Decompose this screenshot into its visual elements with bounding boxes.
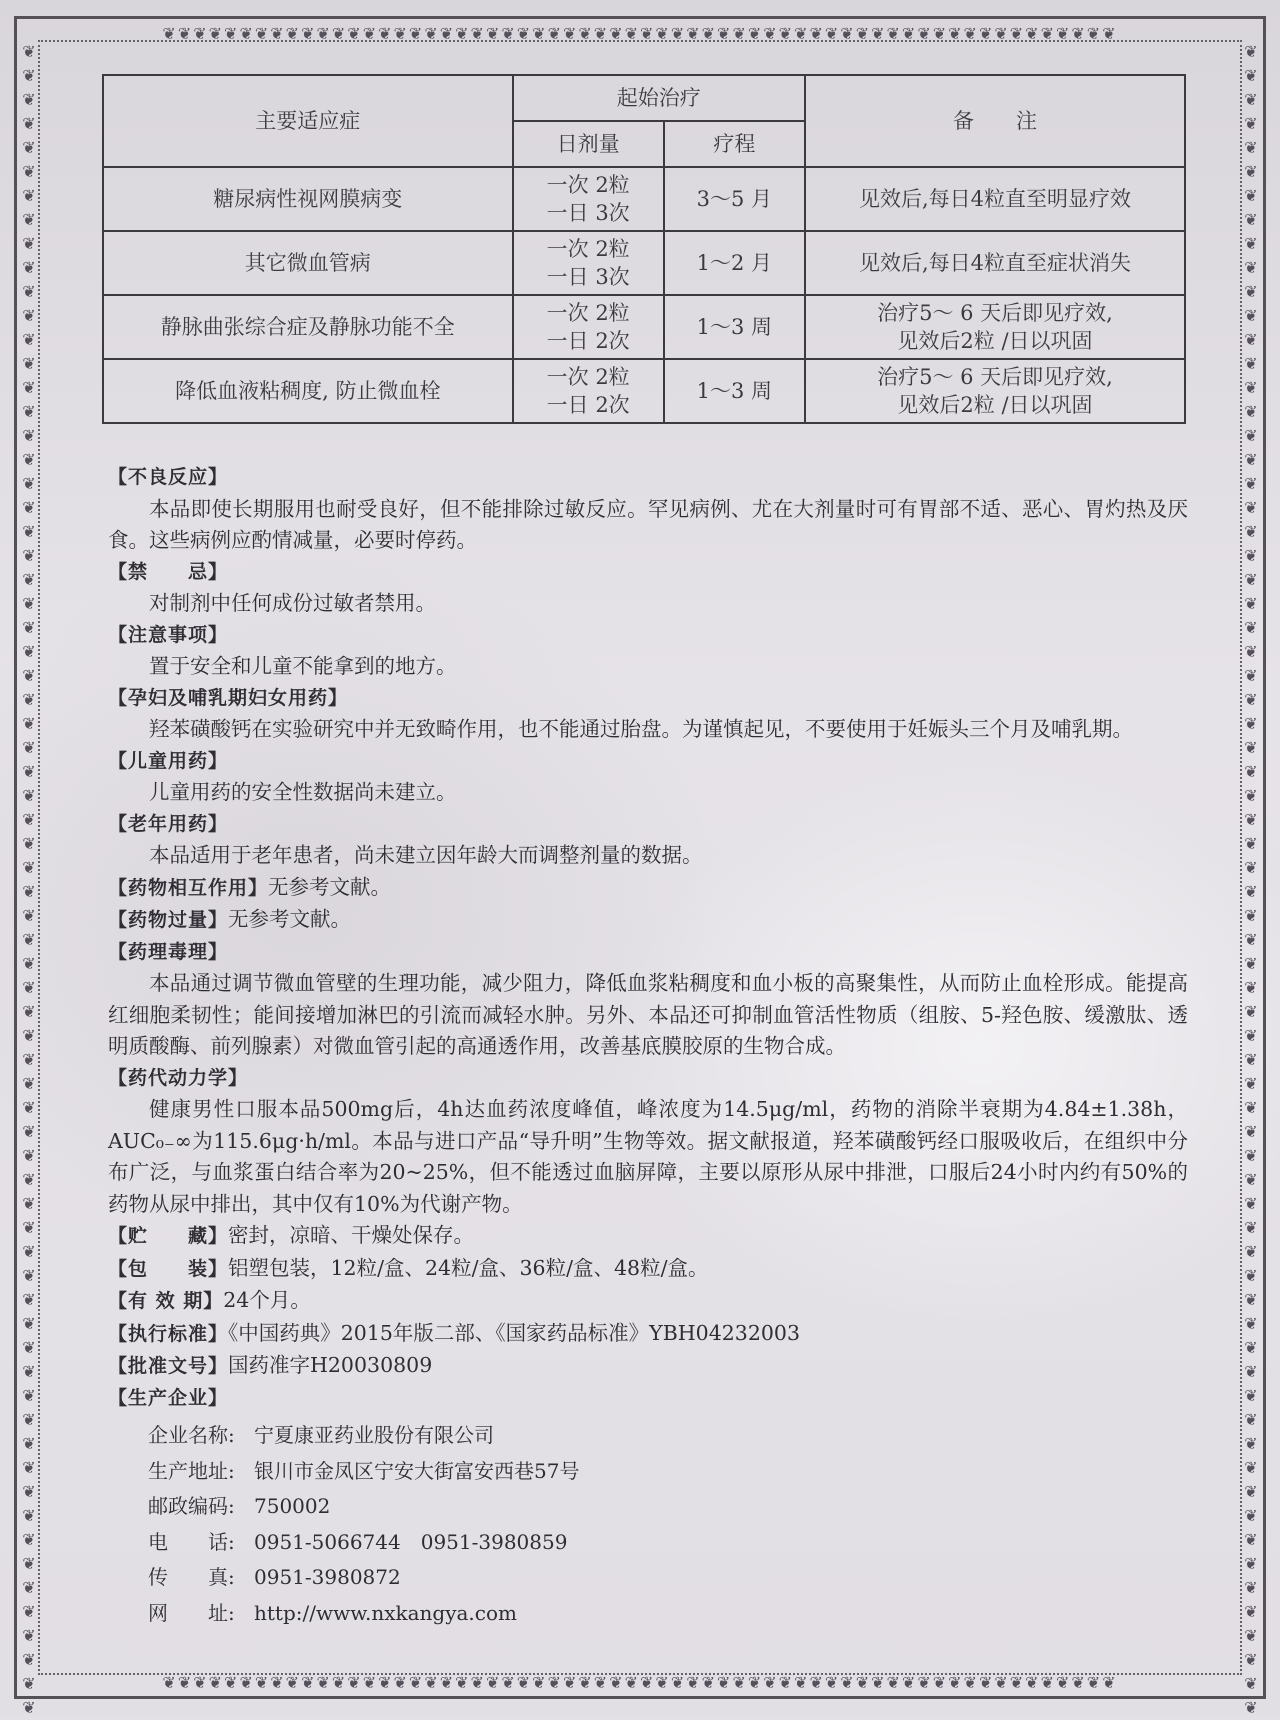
section-approval — [108, 1350, 1188, 1383]
section-interactions — [108, 872, 1188, 905]
cell-indication: 降低血液粘稠度, 防止微血栓 — [103, 359, 513, 423]
company-fax-row — [148, 1560, 1188, 1596]
bottom-ornament: ❦❦❦❦❦❦❦❦❦❦❦❦❦❦❦❦❦❦❦❦❦❦❦❦❦❦❦❦❦❦❦❦❦❦❦❦❦❦❦❦❦❦❦❦❦❦❦❦❦❦❦❦❦❦❦❦❦❦❦❦❦❦ — [162, 1673, 1118, 1692]
section-heading: 【包 装】 — [108, 1257, 229, 1280]
cell-remark — [805, 167, 1185, 231]
cell-course: 1～2 月 — [664, 231, 805, 295]
company-fax: 0951-3980872 — [254, 1565, 401, 1589]
table-row — [103, 231, 1185, 295]
header-indication: 主要适应症 — [103, 75, 513, 167]
section-text: 无参考文献。 — [268, 874, 392, 899]
cell-dose — [513, 167, 664, 231]
dose-line: 一日 2次 — [546, 393, 630, 417]
company-name-label: 企业名称: — [148, 1423, 235, 1447]
dose-line: 一次 2粒 — [546, 237, 630, 261]
section-heading: 【药代动力学】 — [108, 1066, 249, 1089]
section-text: 国药准字H20030809 — [228, 1353, 433, 1377]
section-text: 置于安全和儿童不能拿到的地方。 — [149, 654, 457, 678]
section-heading: 【执行标准】 — [108, 1322, 229, 1345]
header-daily-dose: 日剂量 — [513, 121, 664, 167]
section-text: 密封，凉暗、干燥处保存。 — [228, 1223, 475, 1247]
left-ornament: ❦❦❦❦❦❦❦❦❦❦❦❦❦❦❦❦❦❦❦❦❦❦❦❦❦❦❦❦❦❦❦❦❦❦❦❦❦❦❦❦❦❦❦❦❦❦❦❦❦❦❦❦❦❦❦❦❦❦❦❦❦❦❦❦❦❦❦❦❦❦ — [22, 42, 36, 1717]
section-heading: 【生产企业】 — [108, 1386, 229, 1409]
company-phone-label: 电 话: — [148, 1529, 235, 1554]
remark-line: 治疗5～ 6 天后即见疗效, — [877, 365, 1113, 389]
section-heading: 【注意事项】 — [108, 623, 229, 646]
cell-indication: 其它微血管病 — [103, 231, 513, 295]
remark-line: 治疗5～ 6 天后即见疗效, — [877, 301, 1113, 325]
dose-line: 一次 2粒 — [546, 301, 630, 325]
cell-indication: 静脉曲张综合症及静脉功能不全 — [103, 295, 513, 359]
section-heading: 【药物过量】 — [108, 909, 229, 931]
section-precautions — [108, 620, 1188, 683]
section-elderly — [108, 809, 1188, 872]
cell-remark — [805, 231, 1185, 295]
section-pregnancy — [108, 683, 1188, 746]
dose-line: 一日 3次 — [546, 201, 630, 225]
section-heading: 【孕妇及哺乳期妇女用药】 — [108, 686, 349, 709]
section-text: 24个月。 — [223, 1288, 311, 1312]
company-postcode-row — [148, 1489, 1188, 1525]
header-course: 疗程 — [664, 121, 805, 167]
company-website: http://www.nxkangya.com — [254, 1600, 517, 1625]
section-pharmacokinetics — [108, 1063, 1188, 1221]
header-start-treatment: 起始治疗 — [513, 75, 805, 121]
section-text: 儿童用药的安全性数据尚未建立。 — [149, 780, 457, 804]
section-text: 铝塑包装，12粒/盒、24粒/盒、36粒/盒、48粒/盒。 — [228, 1255, 709, 1280]
section-text: 本品适用于老年患者，尚未建立因年龄大而调整剂量的数据。 — [149, 843, 703, 867]
company-phone-row — [148, 1525, 1188, 1561]
section-heading: 【儿童用药】 — [108, 749, 229, 772]
section-text: 健康男性口服本品500mg后，4h达血药浓度峰值，峰浓度为14.5μg/ml，药物的消除半衰期为4.84±1.38h，AUC₀₋∞为115.6μg·h/ml。本品与进口产品“导升明”生物等效。据文献报道，羟苯磺酸钙经口服吸收后，在组织中分布广泛，与血浆蛋白结合率为20~25%，但不能透过血脑屏障，主要以原形从尿中排泄，口服后24小时内约有50%的药物从尿中排出，其中仅有10%为代谢产物。 — [108, 1097, 1188, 1216]
company-name-row — [148, 1418, 1188, 1454]
company-postcode: 750002 — [254, 1494, 331, 1518]
right-ornament: ❦❦❦❦❦❦❦❦❦❦❦❦❦❦❦❦❦❦❦❦❦❦❦❦❦❦❦❦❦❦❦❦❦❦❦❦❦❦❦❦❦❦❦❦❦❦❦❦❦❦❦❦❦❦❦❦❦❦❦❦❦❦❦❦❦❦❦❦❦❦ — [1244, 42, 1258, 1717]
cell-course: 1～3 周 — [664, 295, 805, 359]
cell-dose — [513, 231, 664, 295]
cell-indication: 糖尿病性视网膜病变 — [103, 167, 513, 231]
remark-line: 见效后2粒 /日以巩固 — [897, 393, 1093, 417]
cell-course: 1～3 周 — [664, 359, 805, 423]
section-storage — [108, 1220, 1188, 1253]
header-remarks: 备 注 — [805, 75, 1185, 167]
company-web-label: 网 址: — [148, 1600, 235, 1625]
section-validity — [108, 1285, 1188, 1318]
company-phone: 0951-5066744 0951-3980859 — [254, 1529, 568, 1554]
dose-line: 一日 2次 — [546, 329, 630, 353]
section-heading: 【禁 忌】 — [108, 560, 229, 583]
company-fax-label: 传 真: — [148, 1565, 235, 1589]
table-row — [103, 167, 1185, 231]
company-postcode-label: 邮政编码: — [148, 1494, 235, 1518]
leaflet-text — [108, 462, 1188, 1631]
section-text: 本品通过调节微血管壁的生理功能，减少阻力，降低血浆粘稠度和血小板的高聚集性，从而防止血栓形成。能提高红细胞柔韧性；能间接增加淋巴的引流而减轻水肿。另外、本品还可抑制血管活性物质（组胺、5-羟色胺、缓激肽、透明质酸酶、前列腺素）对微血管引起的高通透作用，改善基底膜胶原的生物合成。 — [108, 971, 1188, 1058]
remark-line: 见效后,每日4粒直至症状消失 — [858, 251, 1132, 275]
section-contraindications — [108, 557, 1188, 620]
section-package — [108, 1253, 1188, 1286]
remark-line: 见效后2粒 /日以巩固 — [897, 329, 1093, 353]
dose-line: 一次 2粒 — [546, 173, 630, 197]
section-text: 对制剂中任何成份过敏者禁用。 — [149, 591, 436, 615]
company-info — [108, 1418, 1188, 1631]
cell-dose — [513, 359, 664, 423]
section-text: 无参考文献。 — [228, 907, 352, 931]
company-address-row — [148, 1454, 1188, 1490]
section-overdose — [108, 904, 1188, 937]
section-text: 羟苯磺酸钙在实验研究中并无致畸作用，也不能通过胎盘。为谨慎起见，不要使用于妊娠头三个月及哺乳期。 — [149, 717, 1133, 741]
section-text: 《中国药典》2015年版二部、《国家药品标准》YBH04232003 — [228, 1320, 801, 1345]
section-adverse-reactions — [108, 462, 1188, 557]
section-heading: 【药物相互作用】 — [108, 876, 269, 899]
section-standard — [108, 1318, 1188, 1351]
section-heading: 【老年用药】 — [108, 812, 229, 835]
section-heading: 【贮 藏】 — [108, 1225, 229, 1247]
section-manufacturer — [108, 1383, 1188, 1632]
section-heading: 【不良反应】 — [108, 466, 229, 488]
dose-line: 一日 3次 — [546, 265, 630, 289]
section-pharmacology — [108, 937, 1188, 1063]
company-name: 宁夏康亚药业股份有限公司 — [254, 1423, 494, 1447]
cell-dose — [513, 295, 664, 359]
company-address: 银川市金凤区宁安大街富安西巷57号 — [254, 1458, 580, 1483]
cell-remark — [805, 295, 1185, 359]
section-text: 本品即使长期服用也耐受良好，但不能排除过敏反应。罕见病例、尤在大剂量时可有胃部不适、恶心、胃灼热及厌食。这些病例应酌情减量，必要时停药。 — [108, 496, 1188, 552]
dose-line: 一次 2粒 — [546, 365, 630, 389]
company-address-label: 生产地址: — [148, 1458, 235, 1483]
section-heading: 【药理毒理】 — [108, 940, 229, 963]
section-heading: 【批准文号】 — [108, 1355, 229, 1377]
table-row — [103, 295, 1185, 359]
remark-line: 见效后,每日4粒直至明显疗效 — [858, 187, 1132, 211]
top-ornament: ❦❦❦❦❦❦❦❦❦❦❦❦❦❦❦❦❦❦❦❦❦❦❦❦❦❦❦❦❦❦❦❦❦❦❦❦❦❦❦❦❦❦❦❦❦❦❦❦❦❦❦❦❦❦❦❦❦❦❦❦❦❦ — [162, 24, 1118, 43]
dosage-table — [102, 74, 1186, 424]
cell-remark — [805, 359, 1185, 423]
section-children — [108, 746, 1188, 809]
company-web-row — [148, 1596, 1188, 1632]
section-heading: 【有 效 期】 — [108, 1290, 224, 1312]
table-row — [103, 359, 1185, 423]
cell-course: 3～5 月 — [664, 167, 805, 231]
